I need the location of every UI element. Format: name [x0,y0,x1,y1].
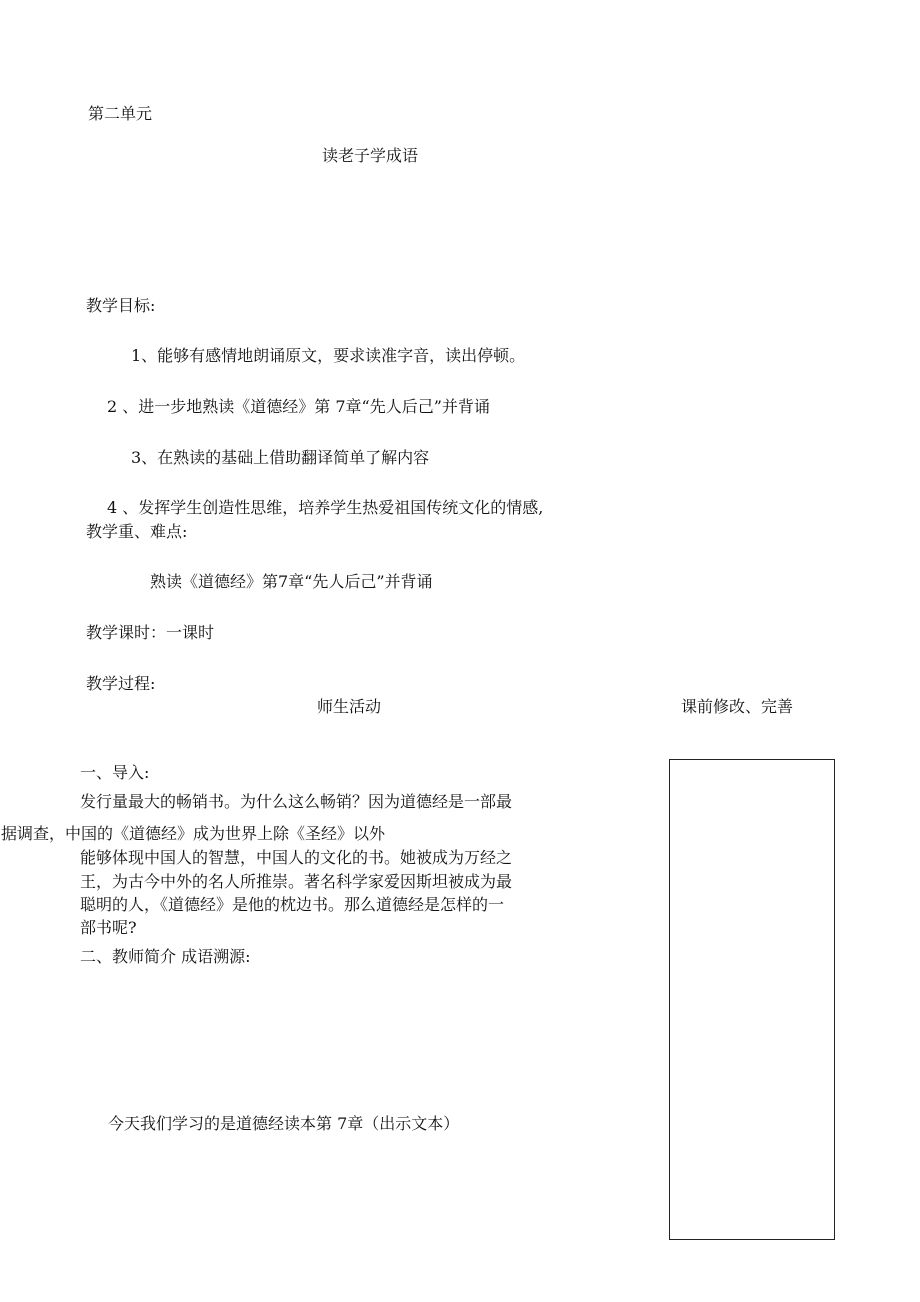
today-text: 今天我们学习的是道德经读本第 7章（出示文本） [108,1114,460,1133]
intro-line-6: 部书呢? [80,918,137,937]
objective-item-4: 4 、发挥学生创造性思维，培养学生热爱祖国传统文化的情感, [107,498,544,517]
objective-item-2: 2 、进一步地熟读《道德经》第 7章“先人后己”并背诵 [107,397,490,416]
lesson-title: 读老子学成语 [322,146,419,165]
column-header-revision: 课前修改、完善 [681,697,794,716]
intro-line-1: 发行量最大的畅销书。为什么这么畅销？因为道德经是一部最 [80,792,513,811]
column-header-activity: 师生活动 [317,697,382,716]
objective-item-3: 3、在熟读的基础上借助翻译简单了解内容 [131,448,430,467]
unit-label: 第二单元 [88,104,153,123]
intro-line-5: 聪明的人，《道德经》是他的枕边书。那么道德经是怎样的一 [80,895,505,914]
objectives-heading: 教学目标: [86,296,156,315]
section-teacher-heading: 二、教师简介 成语溯源: [80,947,251,966]
lesson-hours: 教学课时：一课时 [86,623,215,642]
section-intro-heading: 一、导入: [80,763,150,782]
intro-line-3: 能够体现中国人的智慧，中国人的文化的书。她被成为万经之 [80,848,513,867]
intro-line-4: 王，为古今中外的名人所推崇。著名科学家爱因斯坦被成为最 [80,872,513,891]
key-points-heading: 教学重、难点: [86,522,188,541]
key-points-text: 熟读《道德经》第7章“先人后己”并背诵 [150,572,433,591]
objective-item-1: 1、能够有感情地朗诵原文，要求读准字音，读出停顿。 [131,346,526,365]
intro-line-2: 据调查，中国的《道德经》成为世界上除《圣经》以外 [1,824,386,843]
revision-notes-box [669,759,835,1240]
process-heading: 教学过程: [86,674,156,693]
